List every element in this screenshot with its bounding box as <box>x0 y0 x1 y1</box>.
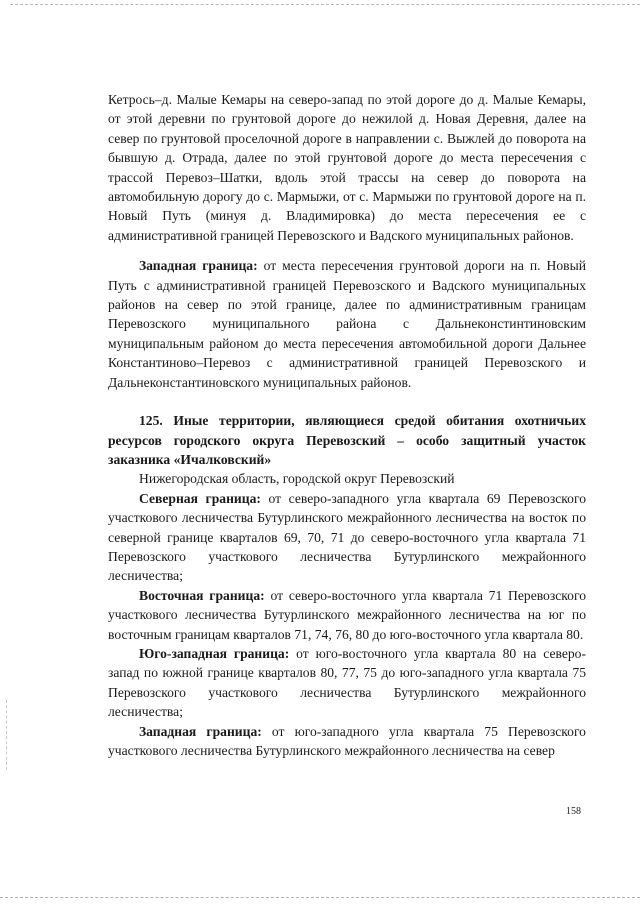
paragraph-west-boundary-2 <box>108 722 586 761</box>
paragraph-route-continuation: Кетрось–д. Малые Кемары на северо-запад по этой дороге до д. Малые Кемары, от этой деревни по грунтовой дороге до нежилой д. Новая Деревня, далее на север по грунтовой проселочной дороге в направлении с. Выжлей до поворота на бывшую д. Отрада, далее по этой грунтовой дороге до места пересечения с трассой Перевоз–Шатки, вдоль этой трассы на север до поворота на автомобильную дорогу до с. Мармыжи, от с. Мармыжи по грунтовой дороге на п. Новый Путь (минуя д. Владимировка) до места пересечения ее с административной границей Перевозского и Вадского муниципальных районов. <box>108 92 586 243</box>
east-boundary-text: от северо-восточного угла квартала 71 Перевозского участкового лесничества Бутурлинского межрайонного лесничества на юг по восточным границам кварталов 71, 74, 76, 80 до юго-восточного угла квартала 80. <box>108 587 587 642</box>
west-boundary-label: Западная граница: <box>139 258 258 274</box>
west-boundary-2-text: от юго-западного угла квартала 75 Перевозского участкового лесничества Бутурлинского межрайонного лесничества на север <box>108 723 586 758</box>
west-boundary-text: от места пересечения грунтовой дороги на п. Новый Путь с административной границей Перевозского и Вадского муниципальных районов на север по этой границе, далее по административным границам Перевозского муниципального района с Дальнеконстинтиновским муниципальным районом до места пересечения автомобильной дороги Дальнее Константиново–Перевоз с административной границей Перевозского и Дальнеконстантиновского муниципальных районов. <box>108 258 586 390</box>
west-boundary-2-label: Западная граница: <box>139 723 262 739</box>
north-boundary-label: Северная граница: <box>139 490 261 506</box>
paragraph-west-boundary <box>108 256 586 392</box>
southwest-boundary-text: от юго-восточного угла квартала 80 на северо-запад по южной границе кварталов 80, 77, 75 до юго-западного угла квартала 75 Перевозского участкового лесничества Бутурлинского межрайонного лесничества; <box>108 645 586 720</box>
paragraph-southwest-boundary <box>108 644 586 722</box>
paragraph-east-boundary <box>108 586 586 644</box>
scan-top-edge <box>10 4 640 5</box>
north-boundary-text: от северо-западного угла квартала 69 Перевозского участкового лесничества Бутурлинского межрайонного лесничества на восток по северной границе кварталов 69, 70, 71 до северо-восточного угла квартала 71 Перевозского участкового лесничества Бутурлинского межрайонного лесничества; <box>108 490 586 584</box>
paragraph-north-boundary <box>108 489 586 586</box>
document-body <box>108 90 586 760</box>
east-boundary-label: Восточная граница: <box>139 587 265 603</box>
location-line: Нижегородская область, городской округ Перевозский <box>139 471 455 487</box>
scan-left-marks <box>6 700 8 770</box>
page-number: 158 <box>566 806 581 817</box>
scan-bottom-edge <box>0 897 640 898</box>
southwest-boundary-label: Юго-западная граница: <box>139 645 290 661</box>
section-heading: 125. Иные территории, являющиеся средой обитания охотничьих ресурсов городского округа Перевозский – особо защитный участок заказника «Ичалковский» <box>108 413 586 467</box>
